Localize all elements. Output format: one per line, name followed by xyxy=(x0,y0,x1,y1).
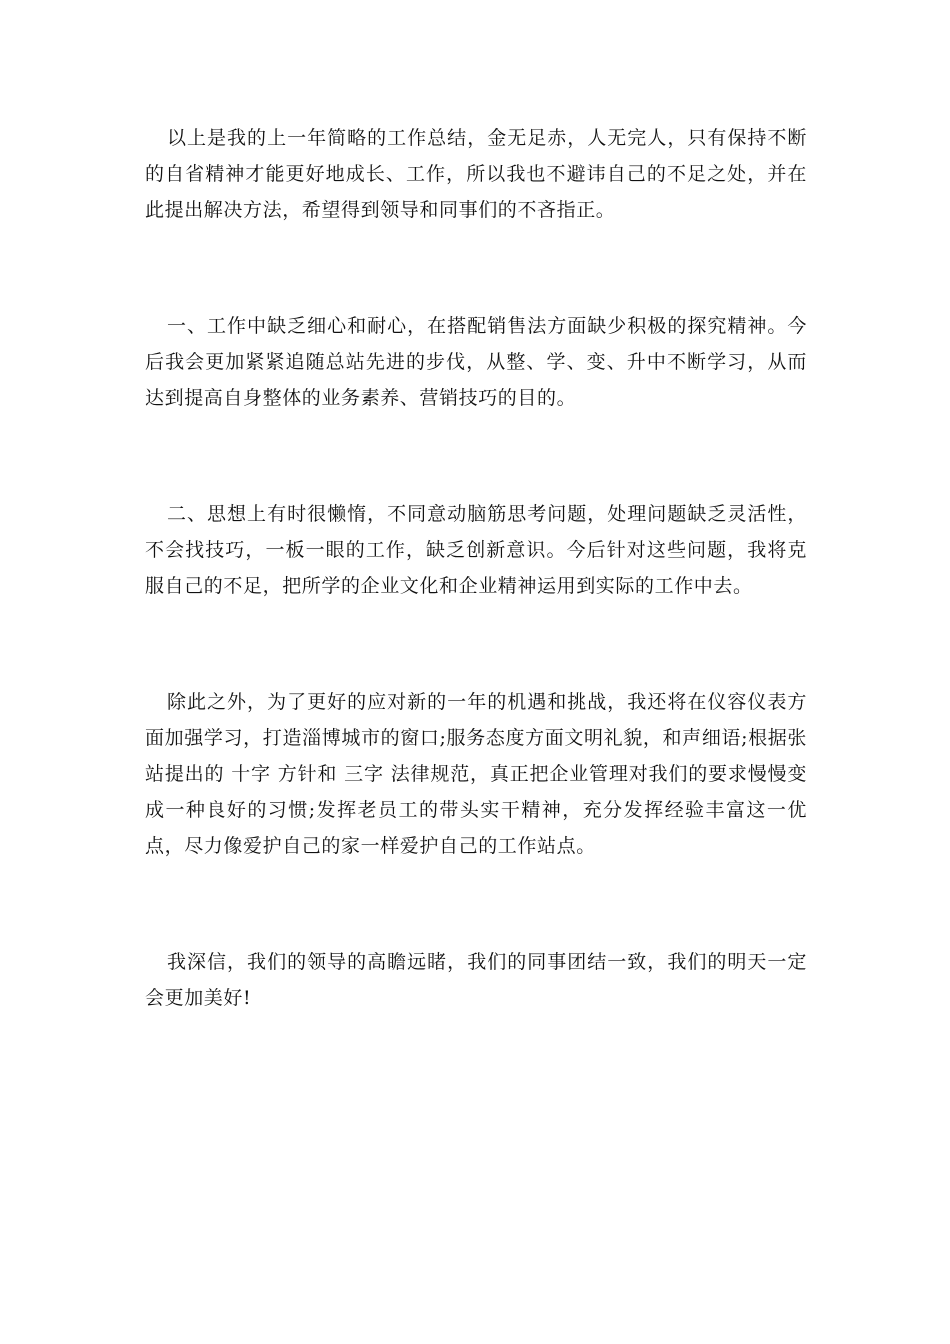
paragraph-spacer xyxy=(145,228,807,308)
paragraph-additional-plans: 除此之外，为了更好的应对新的一年的机遇和挑战，我还将在仪容仪表方面加强学习，打造淄博城市的窗口;服务态度方面文明礼貌，和声细语;根据张站提出的 十字 方针和 三字 法律规范，真正把企业管理对我们的要求慢慢变成一种良好的习惯;发挥老员工的带头实干精神，充分发挥经验丰富这一优点，尽力像爱护自己的家一样爱护自己的工作站点。 xyxy=(145,691,807,857)
document-body xyxy=(145,120,807,1016)
paragraph-closing: 我深信，我们的领导的高瞻远睹，我们的同事团结一致，我们的明天一定会更加美好! xyxy=(145,951,807,1009)
paragraph-point-two: 二、思想上有时很懒惰，不同意动脑筋思考问题，处理问题缺乏灵活性，不会找技巧，一板一眼的工作，缺乏创新意识。今后针对这些问题，我将克服自己的不足，把所学的企业文化和企业精神运用到实际的工作中去。 xyxy=(145,503,807,597)
paragraph-spacer xyxy=(145,864,807,944)
paragraph-spacer xyxy=(145,416,807,496)
paragraph-spacer xyxy=(145,604,807,684)
paragraph-summary: 以上是我的上一年简略的工作总结，金无足赤，人无完人，只有保持不断的自省精神才能更好地成长、工作，所以我也不避讳自己的不足之处，并在此提出解决方法，希望得到领导和同事们的不吝指正。 xyxy=(145,127,807,221)
paragraph-point-one: 一、工作中缺乏细心和耐心，在搭配销售法方面缺少积极的探究精神。今后我会更加紧紧追随总站先进的步伐，从整、学、变、升中不断学习，从而达到提高自身整体的业务素养、营销技巧的目的。 xyxy=(145,315,807,409)
